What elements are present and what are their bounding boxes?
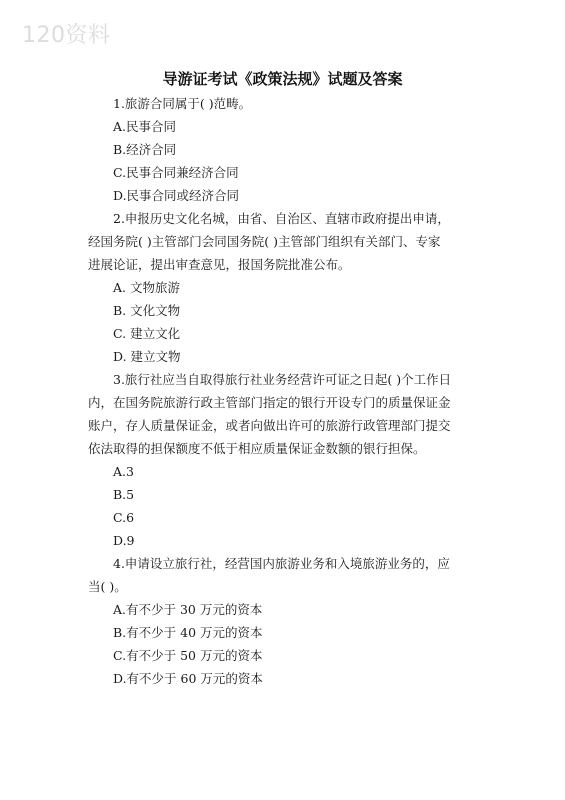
question-2-text-line-1: 2.申报历史文化名城，由省、自治区、直辖市政府提出申请， — [113, 211, 450, 226]
question-3-option-c: C.6 — [113, 510, 135, 525]
question-1-option-c: C.民事合同兼经济合同 — [113, 165, 239, 180]
question-4-text-line-2: 当( )。 — [88, 579, 127, 594]
question-2-option-a: A. 文物旅游 — [113, 280, 180, 295]
question-2-option-c: C. 建立文化 — [113, 326, 181, 341]
question-1-option-d: D.民事合同或经济合同 — [113, 188, 240, 203]
question-3-text-line-2: 内，在国务院旅游行政主管部门指定的银行开设专门的质量保证金 — [88, 395, 451, 410]
question-2-text-line-3: 进展论证，提出审查意见，报国务院批准公布。 — [88, 257, 351, 272]
question-3-option-b: B.5 — [113, 487, 135, 502]
question-3-text-line-4: 依法取得的担保额度不低于相应质量保证金数额的银行担保。 — [88, 441, 426, 456]
question-4-option-a: A.有不少于 30 万元的资本 — [113, 602, 263, 617]
question-3-option-d: D.9 — [113, 533, 135, 548]
question-4-option-b: B.有不少于 40 万元的资本 — [113, 625, 263, 640]
question-3-option-a: A.3 — [113, 464, 134, 479]
document-body — [88, 92, 478, 690]
question-1-text: 1.旅游合同属于( )范畴。 — [113, 96, 252, 111]
question-2-option-d: D. 建立文物 — [113, 349, 181, 364]
question-4-option-c: C.有不少于 50 万元的资本 — [113, 648, 263, 663]
question-2-option-b: B. 文化文物 — [113, 303, 181, 318]
question-1-option-a: A.民事合同 — [113, 119, 177, 134]
question-4-text-line-1: 4.申请设立旅行社，经营国内旅游业务和入境旅游业务的，应 — [113, 556, 450, 571]
question-4-option-d: D.有不少于 60 万元的资本 — [113, 671, 263, 686]
watermark: 120资料 — [22, 23, 111, 48]
document-title: 导游证考试《政策法规》试题及答案 — [162, 70, 403, 88]
question-3-text-line-1: 3.旅行社应当自取得旅行社业务经营许可证之日起( )个工作日 — [113, 372, 452, 387]
question-1-option-b: B.经济合同 — [113, 142, 177, 157]
question-2-text-line-2: 经国务院( )主管部门会同国务院( )主管部门组织有关部门、专家 — [88, 234, 441, 249]
question-3-text-line-3: 账户，存人质量保证金，或者向做出许可的旅游行政管理部门提交 — [88, 418, 451, 433]
